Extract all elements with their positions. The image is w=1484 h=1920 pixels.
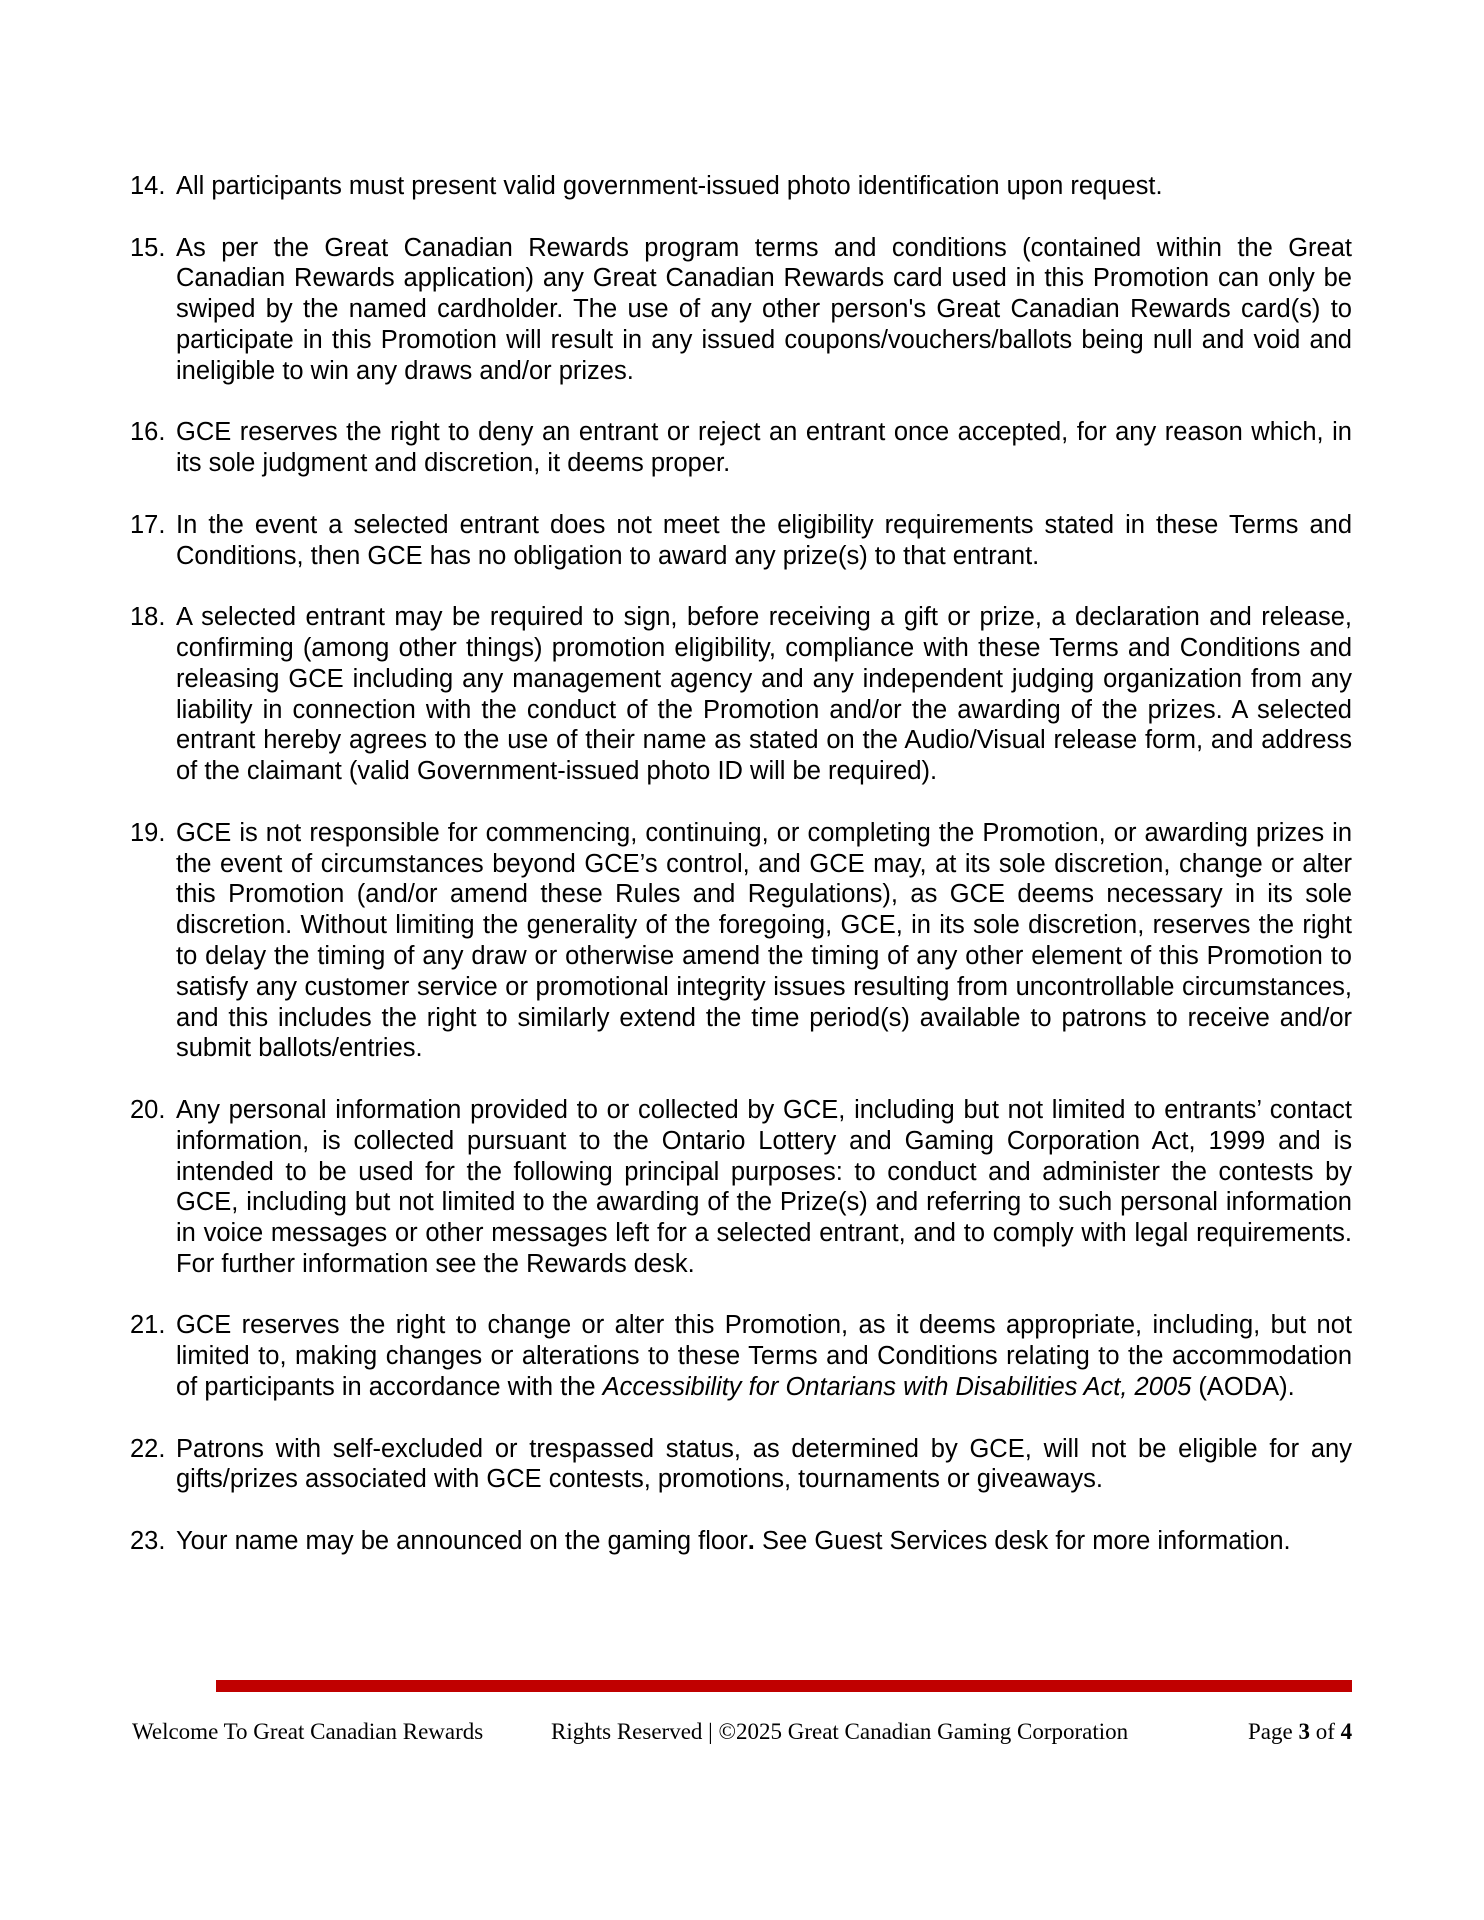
list-item — [130, 417, 1352, 479]
item-number: 17. — [130, 510, 166, 539]
item-number: 23. — [130, 1527, 166, 1556]
item-text: All participants must present valid government-issued photo identification upon request. — [176, 172, 1163, 200]
item-text-end: See Guest Services desk for more information. — [754, 1527, 1291, 1556]
item-text: As per the Great Canadian Rewards program terms and conditions (contained within the Great Canadian Rewards application) any Great Canadian Rewards card used in this Promotion can only be swiped by the named cardholder. The use of any other person's Great Canadian Rewards card(s) to participate in this Promotion will result in any issued coupons/vouchers/ballots being null and void and ineligible to win any draws and/or prizes. — [176, 233, 1352, 385]
list-item — [130, 818, 1352, 1064]
list-item — [130, 1434, 1352, 1496]
item-number: 14. — [130, 172, 166, 200]
item-number: 18. — [130, 603, 166, 632]
footer-left-text: Welcome To Great Canadian Rewards — [132, 1719, 484, 1744]
act-title: Accessibility for Ontarians with Disabilities Act, 2005 — [602, 1373, 1192, 1402]
item-text — [176, 1526, 1352, 1557]
item-text: GCE reserves the right to deny an entrant or reject an entrant once accepted, for any reason which, in its sole judgment and discretion, it deems proper. — [176, 418, 1352, 478]
page-prefix: Page — [1248, 1719, 1299, 1744]
item-number: 15. — [130, 233, 166, 262]
page-total: 4 — [1340, 1719, 1353, 1744]
list-item — [130, 171, 1352, 202]
item-text: Patrons with self-excluded or trespassed status, as determined by GCE, will not be eligible for any gifts/prizes associated with GCE contests, promotions, tournaments or giveaways. — [176, 1434, 1352, 1494]
footer-divider — [216, 1680, 1352, 1692]
footer-copyright: Rights Reserved | ©2025 Great Canadian Gaming Corporation — [551, 1719, 1129, 1744]
list-item — [130, 233, 1352, 387]
terms-list — [130, 171, 1352, 1588]
list-item — [130, 602, 1352, 787]
item-text — [176, 1310, 1352, 1402]
item-number: 19. — [130, 818, 166, 847]
item-number: 22. — [130, 1434, 166, 1463]
item-text-start: Your name may be announced on the gaming floor — [176, 1527, 748, 1556]
list-item — [130, 1310, 1352, 1402]
item-text: Any personal information provided to or collected by GCE, including but not limited to entrants’ contact information, is collected pursuant to the Ontario Lottery and Gaming Corporation Act, 1999 and is intended to be used for the following principal purposes: to conduct and administer the contests by GCE, including but not limited to the awarding of the Prize(s) and referring to such personal information in voice messages or other messages left for a selected entrant, and to comply with legal requirements. For further information see the Rewards desk. — [176, 1095, 1352, 1278]
list-item — [130, 1526, 1352, 1557]
item-text: In the event a selected entrant does not meet the eligibility requirements stated in these Terms and Conditions, then GCE has no obligation to award any prize(s) to that entrant. — [176, 510, 1352, 570]
item-number: 21. — [130, 1311, 166, 1340]
list-item — [130, 510, 1352, 572]
item-text-end: (AODA). — [1191, 1373, 1295, 1402]
item-number: 20. — [130, 1095, 166, 1124]
page-number — [1248, 1718, 1352, 1746]
page-of: of — [1309, 1719, 1341, 1744]
page-current: 3 — [1298, 1719, 1310, 1744]
item-number: 16. — [130, 418, 166, 447]
item-text: A selected entrant may be required to sign, before receiving a gift or prize, a declaration and release, confirming (among other things) promotion eligibility, compliance with these Terms and Conditions and releasing GCE including any management agency and any independent judging organization from any liability in connection with the conduct of the Promotion and/or the awarding of the prizes. A selected entrant hereby agrees to the use of their name as stated on the Audio/Visual release form, and address of the claimant (valid Government-issued photo ID will be required). — [176, 603, 1352, 786]
item-text-start: GCE reserves the right to change or alter this Promotion, as it deems appropriate, including, but not limited to, making changes or alterations to these Terms and Conditions relating to the accommodation of participants in accordance with the — [176, 1311, 1352, 1402]
item-text: GCE is not responsible for commencing, continuing, or completing the Promotion, or awarding prizes in the event of circumstances beyond GCE’s control, and GCE may, at its sole discretion, change or alter this Promotion (and/or amend these Rules and Regulations), as GCE deems necessary in its sole discretion. Without limiting the generality of the foregoing, GCE, in its sole discretion, reserves the right to delay the timing of any draw or otherwise amend the timing of any other element of this Promotion to satisfy any customer service or promotional integrity issues resulting from uncontrollable circumstances, and this includes the right to similarly extend the time period(s) available to patrons to receive and/or submit ballots/entries. — [176, 818, 1352, 1063]
list-item — [130, 1095, 1352, 1280]
bold-period: . — [747, 1527, 755, 1556]
